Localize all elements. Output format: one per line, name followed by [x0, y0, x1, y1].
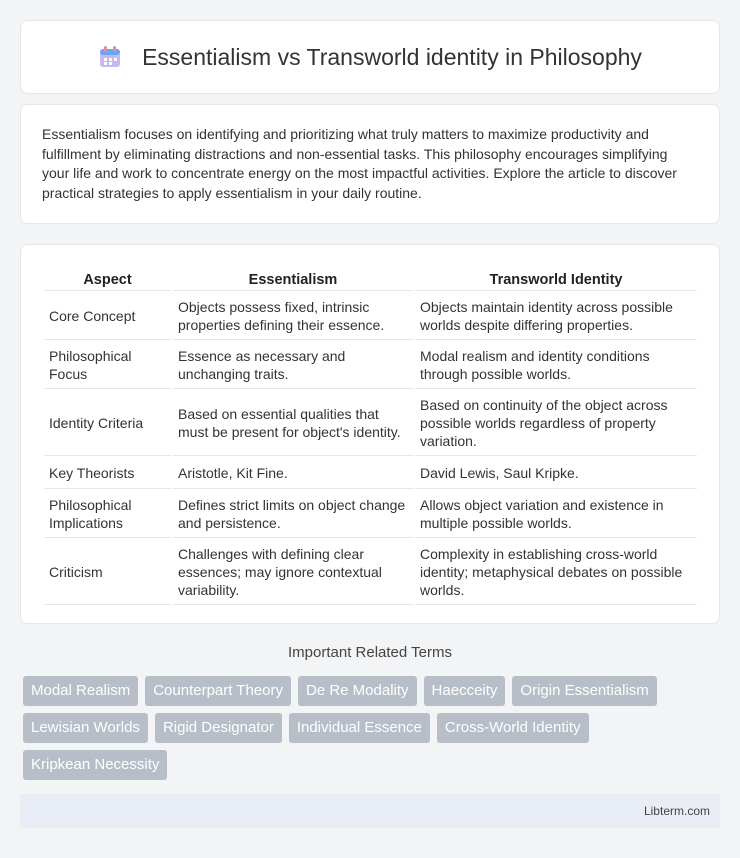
table-row	[44, 342, 697, 389]
comparison-table	[42, 265, 699, 607]
cell-transworld: Objects maintain identity across possible worlds despite differing properties.	[415, 293, 697, 340]
cell-transworld: Allows object variation and existence in multiple possible worlds.	[415, 491, 697, 538]
column-header-essentialism: Essentialism	[173, 267, 413, 291]
cell-aspect: Identity Criteria	[44, 391, 171, 456]
cell-transworld: Complexity in establishing cross-world identity; metaphysical debates on possible worlds.	[415, 540, 697, 605]
intro-text: Essentialism focuses on identifying and prioritizing what truly matters to maximize productivity and fulfillment by eliminating distractions and non-essential tasks. This philosophy encourages simplifying your life and work to concentrate energy on the most impactful activities. Explore the article to discover practical strategies to apply essentialism in your daily routine.	[42, 126, 677, 201]
cell-transworld: Modal realism and identity conditions through possible worlds.	[415, 342, 697, 389]
related-term-tag[interactable]: Counterpart Theory	[145, 676, 291, 706]
cell-essentialism: Objects possess fixed, intrinsic properties defining their essence.	[173, 293, 413, 340]
header-card	[20, 20, 720, 94]
table-row	[44, 391, 697, 456]
related-term-tag[interactable]: Rigid Designator	[155, 713, 282, 743]
related-term-tag[interactable]: Lewisian Worlds	[23, 713, 148, 743]
related-terms-list	[23, 676, 723, 780]
related-term-tag[interactable]: Haecceity	[424, 676, 506, 706]
cell-aspect: Philosophical Implications	[44, 491, 171, 538]
related-term-tag[interactable]: Origin Essentialism	[512, 676, 656, 706]
column-header-transworld: Transworld Identity	[415, 267, 697, 291]
cell-essentialism: Based on essential qualities that must be present for object's identity.	[173, 391, 413, 456]
cell-essentialism: Aristotle, Kit Fine.	[173, 458, 413, 489]
table-header-row	[44, 267, 697, 291]
cell-essentialism: Essence as necessary and unchanging traits.	[173, 342, 413, 389]
table-row	[44, 293, 697, 340]
cell-aspect: Criticism	[44, 540, 171, 605]
related-term-tag[interactable]: Individual Essence	[289, 713, 430, 743]
cell-essentialism: Defines strict limits on object change and persistence.	[173, 491, 413, 538]
related-term-tag[interactable]: Kripkean Necessity	[23, 750, 167, 780]
related-term-tag[interactable]: De Re Modality	[298, 676, 417, 706]
related-term-tag[interactable]: Modal Realism	[23, 676, 138, 706]
cell-essentialism: Challenges with defining clear essences; may ignore contextual variability.	[173, 540, 413, 605]
cell-transworld: David Lewis, Saul Kripke.	[415, 458, 697, 489]
footer-site-link[interactable]: Libterm.com	[643, 804, 710, 818]
intro-card	[20, 104, 720, 224]
calendar-icon	[98, 45, 122, 69]
column-header-aspect: Aspect	[44, 267, 171, 291]
cell-aspect: Philosophical Focus	[44, 342, 171, 389]
cell-aspect: Key Theorists	[44, 458, 171, 489]
cell-aspect: Core Concept	[44, 293, 171, 340]
table-row	[44, 458, 697, 489]
footer	[20, 794, 720, 828]
comparison-table-card	[20, 244, 720, 624]
table-row	[44, 540, 697, 605]
related-terms-title: Important Related Terms	[288, 644, 452, 661]
page-title: Essentialism vs Transworld identity in Philosophy	[142, 43, 642, 70]
cell-transworld: Based on continuity of the object across possible worlds regardless of property variation.	[415, 391, 697, 456]
related-term-tag[interactable]: Cross-World Identity	[437, 713, 589, 743]
table-row	[44, 491, 697, 538]
